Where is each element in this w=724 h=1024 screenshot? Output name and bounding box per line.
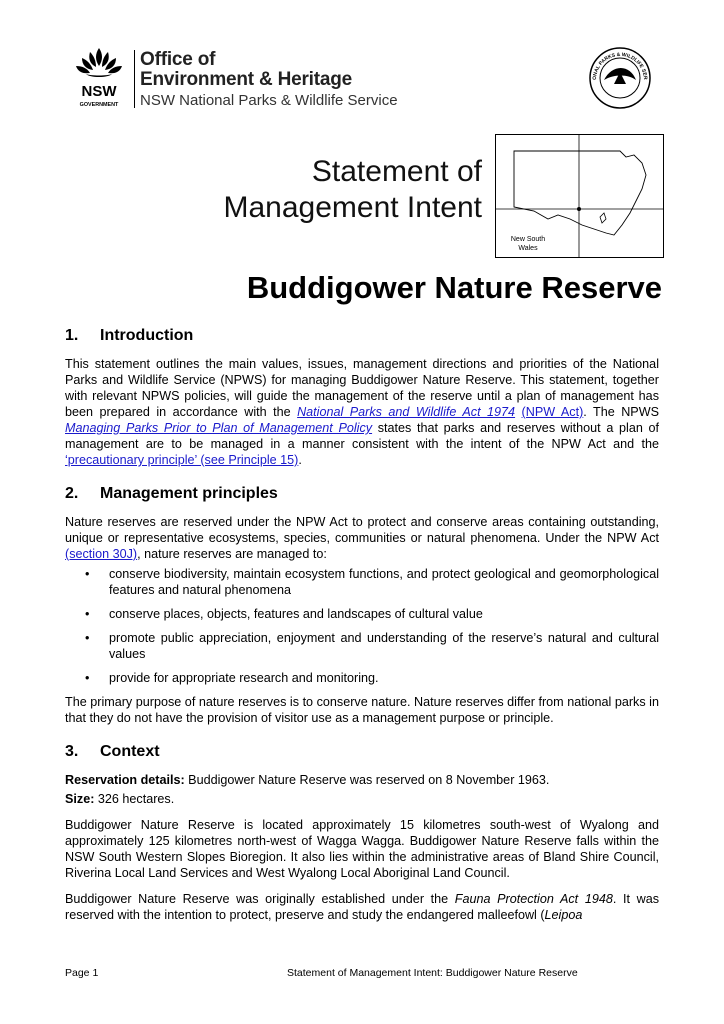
nsw-word: NSW — [81, 83, 117, 100]
act-name: Fauna Protection Act 1948 — [454, 892, 613, 906]
list-item: • promote public appreciation, enjoyment and understanding of the reserve’s natural and cultural values — [65, 630, 659, 662]
page-header — [68, 46, 668, 116]
management-principles-paragraph — [65, 514, 659, 562]
history-paragraph — [65, 891, 659, 923]
link-section-30j[interactable]: (section 30J) — [65, 547, 138, 561]
size-details — [65, 791, 659, 807]
size-label: Size: — [65, 792, 95, 806]
link-text: National Parks and Wildlife Act 1974 — [297, 405, 516, 419]
reserve-title: Buddigower Nature Reserve — [246, 270, 662, 305]
link-npw-act-abbrev[interactable]: (NPW Act) — [521, 405, 584, 419]
list-item: • conserve biodiversity, maintain ecosystem functions, and protect geological and geomorphological features and natural phenomena — [65, 566, 659, 598]
reservation-details — [65, 772, 659, 788]
link-precautionary-principle[interactable]: ‘precautionary principle’ (see Principle 15) — [65, 453, 299, 467]
document-body — [65, 326, 659, 923]
section-title: Introduction — [100, 327, 194, 344]
reservation-text: Buddigower Nature Reserve was reserved on 8 November 1963. — [184, 773, 550, 787]
text-run: This statement outlines the main values, issues, management directions and priorities of the National Parks and Wildlife Service (NPWS) for managing Buddigower Nature Reserve. This statement, together with relevant NPWS policies, will guide the management of the reserve until a plan of management has been prepared in accordance with the — [65, 357, 659, 419]
section-title: Context — [100, 743, 160, 760]
list-item: • conserve places, objects, features and landscapes of cultural value — [65, 606, 659, 622]
agency-name-block — [140, 50, 398, 108]
size-text: 326 hectares. — [94, 792, 175, 806]
text-run: . The NPWS — [583, 405, 659, 419]
reservation-label: Reservation details: — [65, 773, 185, 787]
species-name: Leipoa — [544, 908, 583, 922]
location-paragraph: Buddigower Nature Reserve is located approximately 15 kilometres south-west of Wyalong and approximately 125 kilometres north-west of Wagga Wagga. Buddigower Nature Reserve falls within the NSW South Western Slopes Bioregion. It also lies within the administrative areas of Bland Shire Council, Riverina Local Land Services and West Wyalong Local Aboriginal Land Council. — [65, 818, 659, 880]
map-label: New South Wales — [510, 236, 546, 252]
page-number: Page 1 — [65, 967, 99, 979]
title-line1: Statement of — [311, 155, 482, 188]
text-run: Buddigower Nature Reserve was originally established under the — [65, 892, 455, 906]
section-title: Management principles — [100, 485, 278, 502]
section-number: 2. — [65, 485, 79, 502]
nsw-waratah-logo — [68, 46, 130, 110]
section-heading-context — [65, 742, 659, 762]
text-run: . It was reserved with the intention to protect, preserve and study the endangered malleefowl ( — [65, 892, 659, 922]
section-number: 3. — [65, 743, 79, 760]
agency-name-line2: Environment & Heritage — [140, 69, 353, 90]
agency-name-line1: Office of — [140, 49, 216, 70]
text-run: Nature reserves are reserved under the NPW Act to protect and conserve areas containing outstanding, unique or representative ecosystems, species, communities or natural phenomena. Under the NPW Act — [65, 515, 659, 545]
footer-title: Statement of Management Intent: Buddigower Nature Reserve — [287, 967, 578, 979]
list-item: • provide for appropriate research and monitoring. — [65, 670, 659, 686]
section-number: 1. — [65, 327, 79, 344]
government-word: GOVERNMENT — [79, 102, 119, 108]
text-run: states that parks and reserves without a plan of management are to be managed in a manner consistent with the intent of the NPW Act and the — [65, 421, 659, 451]
npws-seal-logo — [584, 46, 656, 110]
document-title — [160, 154, 482, 226]
link-policy[interactable] — [65, 421, 372, 435]
section-heading-management-principles — [65, 484, 659, 504]
seal-text: ONAL PARKS & WILDLIFE SER — [591, 51, 649, 81]
primary-purpose-paragraph: The primary purpose of nature reserves is to conserve nature. Nature reserves differ from national parks in that they do not have the provision of visitor use as a management purpose or principle. — [65, 695, 659, 725]
agency-name-line3: NSW National Parks & Wildlife Service — [140, 92, 398, 109]
title-line2: Management Intent — [223, 191, 482, 224]
link-npw-act[interactable] — [297, 405, 515, 419]
logo-divider — [134, 50, 135, 108]
principles-list — [65, 566, 659, 686]
text-run: , nature reserves are managed to: — [137, 547, 327, 561]
section-heading-introduction — [65, 326, 659, 346]
locator-map — [495, 134, 664, 258]
text-run: . — [298, 453, 302, 467]
link-text: Managing Parks Prior to Plan of Management Policy — [65, 421, 373, 435]
introduction-paragraph — [65, 356, 659, 468]
